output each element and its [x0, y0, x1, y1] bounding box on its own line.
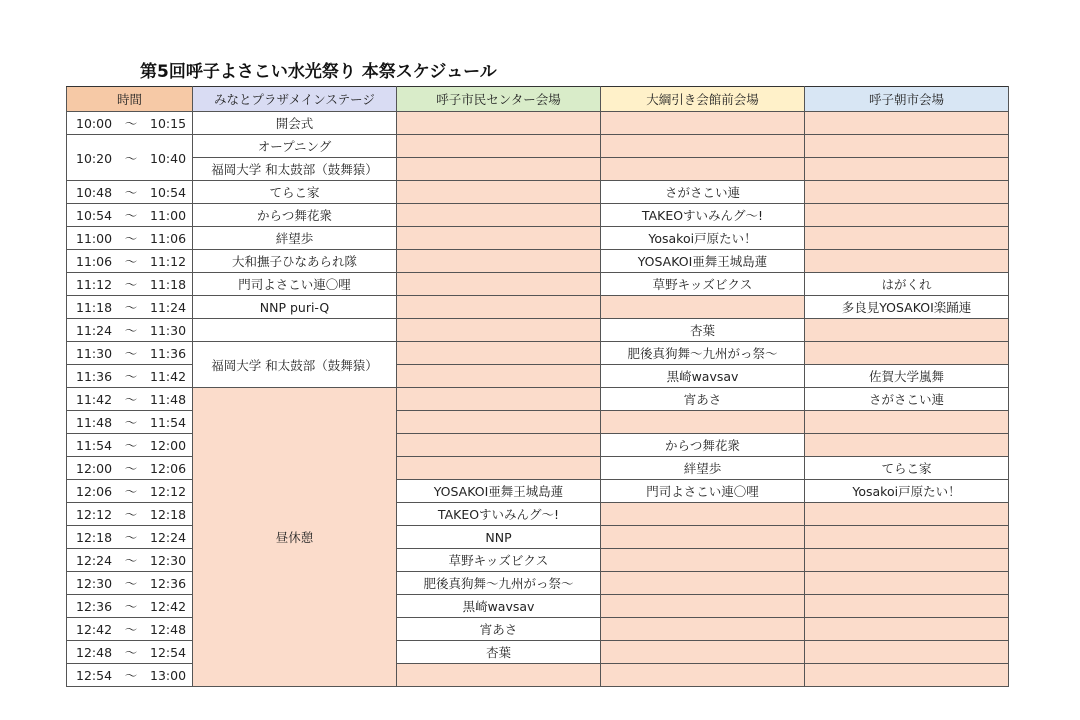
- table-row: [67, 250, 1009, 273]
- time-cell: [67, 434, 193, 457]
- time-start: 11:18: [76, 300, 113, 315]
- slot-civic-center: [397, 296, 601, 319]
- time-start: 11:54: [76, 438, 113, 453]
- time-cell: [67, 526, 193, 549]
- time-cell: [67, 342, 193, 365]
- schedule-table: [66, 86, 1009, 687]
- slot-tsunahiki-hall: 杏葉: [601, 319, 805, 342]
- time-separator: ～: [124, 392, 138, 407]
- time-start: 10:54: [76, 208, 113, 223]
- slot-civic-center: [397, 342, 601, 365]
- slot-civic-center: 杏葉: [397, 641, 601, 664]
- slot-tsunahiki-hall: TAKEOすいみんグ～!: [601, 204, 805, 227]
- slot-minato-plaza: てらこ家: [193, 181, 397, 204]
- slot-civic-center: [397, 319, 601, 342]
- time-start: 11:12: [76, 277, 113, 292]
- slot-minato-plaza: NNP puri-Q: [193, 296, 397, 319]
- time-end: 11:30: [150, 323, 187, 338]
- slot-morning-market: はがくれ: [805, 273, 1009, 296]
- time-separator: ～: [124, 323, 138, 338]
- slot-tsunahiki-hall: [601, 158, 805, 181]
- time-separator: ～: [124, 668, 138, 683]
- time-end: 11:36: [150, 346, 187, 361]
- time-cell: [67, 595, 193, 618]
- slot-morning-market: [805, 227, 1009, 250]
- time-end: 12:18: [150, 507, 187, 522]
- time-end: 12:42: [150, 599, 187, 614]
- time-separator: ～: [124, 231, 138, 246]
- slot-civic-center: [397, 204, 601, 227]
- time-start: 11:24: [76, 323, 113, 338]
- table-row: [67, 319, 1009, 342]
- header-morning-market: 呼子朝市会場: [805, 87, 1009, 112]
- table-row: [67, 342, 1009, 365]
- schedule-body: [67, 112, 1009, 687]
- slot-tsunahiki-hall: [601, 112, 805, 135]
- slot-tsunahiki-hall: 絆望歩: [601, 457, 805, 480]
- slot-civic-center: 肥後真狗舞～九州がっ祭～: [397, 572, 601, 595]
- slot-civic-center: NNP: [397, 526, 601, 549]
- time-start: 11:06: [76, 254, 113, 269]
- time-separator: ～: [124, 116, 138, 131]
- slot-civic-center: [397, 158, 601, 181]
- time-cell: [67, 664, 193, 687]
- time-end: 12:24: [150, 530, 187, 545]
- time-start: 11:42: [76, 392, 113, 407]
- time-separator: ～: [124, 185, 138, 200]
- slot-morning-market: [805, 595, 1009, 618]
- slot-minato-plaza: 門司よさこい連〇哩: [193, 273, 397, 296]
- time-cell: [67, 181, 193, 204]
- slot-morning-market: 多良見YOSAKOI楽踊連: [805, 296, 1009, 319]
- slot-civic-center: TAKEOすいみんグ～!: [397, 503, 601, 526]
- time-separator: ～: [124, 553, 138, 568]
- header-minato-plaza: みなとプラザメインステージ: [193, 87, 397, 112]
- time-separator: ～: [124, 150, 138, 166]
- slot-tsunahiki-hall: 門司よさこい連〇哩: [601, 480, 805, 503]
- slot-morning-market: [805, 342, 1009, 365]
- time-end: 11:12: [150, 254, 187, 269]
- time-cell: [67, 112, 193, 135]
- time-end: 10:40: [150, 150, 187, 166]
- time-start: 10:00: [76, 116, 113, 131]
- table-row: [67, 227, 1009, 250]
- time-separator: ～: [124, 599, 138, 614]
- time-cell: [67, 457, 193, 480]
- time-cell: [67, 503, 193, 526]
- slot-morning-market: [805, 664, 1009, 687]
- slot-morning-market: [805, 319, 1009, 342]
- slot-tsunahiki-hall: さがさこい連: [601, 181, 805, 204]
- slot-tsunahiki-hall: [601, 595, 805, 618]
- slot-morning-market: [805, 250, 1009, 273]
- time-start: 12:36: [76, 599, 113, 614]
- time-end: 12:00: [150, 438, 187, 453]
- time-cell: [67, 227, 193, 250]
- time-cell: [67, 618, 193, 641]
- slot-tsunahiki-hall: 宵あさ: [601, 388, 805, 411]
- time-end: 11:48: [150, 392, 187, 407]
- slot-morning-market: [805, 204, 1009, 227]
- slot-tsunahiki-hall: [601, 135, 805, 158]
- slot-morning-market: [805, 434, 1009, 457]
- time-separator: ～: [124, 507, 138, 522]
- time-separator: ～: [124, 438, 138, 453]
- time-cell: [67, 480, 193, 503]
- table-row: [67, 273, 1009, 296]
- slot-minato-plaza: からつ舞花衆: [193, 204, 397, 227]
- slot-morning-market: [805, 641, 1009, 664]
- time-start: 12:06: [76, 484, 113, 499]
- slot-civic-center: [397, 457, 601, 480]
- table-row: [67, 204, 1009, 227]
- table-row: [67, 158, 1009, 181]
- slot-morning-market: てらこ家: [805, 457, 1009, 480]
- slot-minato-plaza: [193, 319, 397, 342]
- time-cell: [67, 549, 193, 572]
- time-separator: ～: [124, 622, 138, 637]
- time-end: 12:54: [150, 645, 187, 660]
- time-start: 11:30: [76, 346, 113, 361]
- time-end: 10:54: [150, 185, 187, 200]
- time-start: 12:48: [76, 645, 113, 660]
- time-start: 12:54: [76, 668, 113, 683]
- time-separator: ～: [124, 484, 138, 499]
- header-tsunahiki-hall: 大綱引き会館前会場: [601, 87, 805, 112]
- time-end: 13:00: [150, 668, 187, 683]
- slot-morning-market: Yosakoi戸原たい！: [805, 480, 1009, 503]
- time-end: 12:06: [150, 461, 187, 476]
- time-cell: [67, 365, 193, 388]
- time-cell: [67, 250, 193, 273]
- time-end: 12:48: [150, 622, 187, 637]
- slot-morning-market: [805, 181, 1009, 204]
- slot-morning-market: [805, 135, 1009, 158]
- time-separator: ～: [124, 530, 138, 545]
- header-time: 時間: [67, 87, 193, 112]
- slot-civic-center: [397, 135, 601, 158]
- table-row: [67, 112, 1009, 135]
- slot-morning-market: [805, 549, 1009, 572]
- slot-tsunahiki-hall: [601, 618, 805, 641]
- time-start: 12:12: [76, 507, 113, 522]
- slot-civic-center: [397, 273, 601, 296]
- time-end: 12:30: [150, 553, 187, 568]
- time-separator: ～: [124, 645, 138, 660]
- slot-tsunahiki-hall: Yosakoi戸原たい！: [601, 227, 805, 250]
- time-cell: [67, 411, 193, 434]
- slot-tsunahiki-hall: [601, 664, 805, 687]
- slot-morning-market: [805, 526, 1009, 549]
- slot-civic-center: 宵あさ: [397, 618, 601, 641]
- slot-tsunahiki-hall: [601, 503, 805, 526]
- time-cell: [67, 319, 193, 342]
- time-end: 11:54: [150, 415, 187, 430]
- time-start: 12:00: [76, 461, 113, 476]
- slot-tsunahiki-hall: からつ舞花衆: [601, 434, 805, 457]
- time-separator: ～: [124, 300, 138, 315]
- time-cell: [67, 135, 193, 181]
- time-separator: ～: [124, 461, 138, 476]
- time-end: 12:12: [150, 484, 187, 499]
- time-cell: [67, 296, 193, 319]
- time-start: 12:24: [76, 553, 113, 568]
- slot-tsunahiki-hall: [601, 296, 805, 319]
- time-separator: ～: [124, 346, 138, 361]
- table-row: [67, 296, 1009, 319]
- time-separator: ～: [124, 208, 138, 223]
- slot-morning-market: [805, 411, 1009, 434]
- slot-minato-plaza: 昼休憩: [193, 388, 397, 687]
- time-separator: ～: [124, 254, 138, 269]
- table-row: [67, 135, 1009, 158]
- time-start: 11:36: [76, 369, 113, 384]
- slot-civic-center: 黒崎wavsav: [397, 595, 601, 618]
- slot-civic-center: [397, 112, 601, 135]
- time-start: 12:30: [76, 576, 113, 591]
- time-cell: [67, 273, 193, 296]
- slot-tsunahiki-hall: 黒崎wavsav: [601, 365, 805, 388]
- table-row: [67, 388, 1009, 411]
- slot-civic-center: [397, 227, 601, 250]
- time-start: 10:48: [76, 185, 113, 200]
- slot-civic-center: [397, 388, 601, 411]
- slot-minato-plaza: 開会式: [193, 112, 397, 135]
- slot-civic-center: [397, 664, 601, 687]
- slot-morning-market: [805, 112, 1009, 135]
- header-row: [67, 87, 1009, 112]
- time-end: 11:06: [150, 231, 187, 246]
- time-start: 11:48: [76, 415, 113, 430]
- slot-civic-center: [397, 434, 601, 457]
- time-cell: [67, 572, 193, 595]
- slot-minato-plaza: 福岡大学 和太鼓部（鼓舞猿）: [193, 342, 397, 388]
- slot-civic-center: [397, 181, 601, 204]
- slot-morning-market: [805, 158, 1009, 181]
- slot-civic-center: 草野キッズビクス: [397, 549, 601, 572]
- slot-tsunahiki-hall: [601, 572, 805, 595]
- time-cell: [67, 204, 193, 227]
- time-end: 10:15: [150, 116, 187, 131]
- slot-minato-plaza: 絆望歩: [193, 227, 397, 250]
- time-end: 11:00: [150, 208, 187, 223]
- time-start: 12:42: [76, 622, 113, 637]
- time-start: 12:18: [76, 530, 113, 545]
- slot-tsunahiki-hall: 肥後真狗舞～九州がっ祭～: [601, 342, 805, 365]
- slot-minato-plaza: オープニング: [193, 135, 397, 158]
- slot-morning-market: 佐賀大学嵐舞: [805, 365, 1009, 388]
- time-start: 10:20: [76, 150, 113, 166]
- page-title: 第5回呼子よさこい水光祭り 本祭スケジュール: [140, 62, 497, 82]
- slot-morning-market: [805, 618, 1009, 641]
- slot-morning-market: さがさこい連: [805, 388, 1009, 411]
- time-start: 11:00: [76, 231, 113, 246]
- slot-tsunahiki-hall: YOSAKOI亜舞王城島蓮: [601, 250, 805, 273]
- time-separator: ～: [124, 576, 138, 591]
- time-end: 11:18: [150, 277, 187, 292]
- time-end: 11:24: [150, 300, 187, 315]
- slot-civic-center: [397, 365, 601, 388]
- time-separator: ～: [124, 277, 138, 292]
- time-end: 12:36: [150, 576, 187, 591]
- slot-tsunahiki-hall: [601, 641, 805, 664]
- slot-minato-plaza: 大和撫子ひなあられ隊: [193, 250, 397, 273]
- slot-civic-center: [397, 250, 601, 273]
- slot-tsunahiki-hall: [601, 549, 805, 572]
- time-cell: [67, 641, 193, 664]
- slot-tsunahiki-hall: [601, 411, 805, 434]
- slot-morning-market: [805, 503, 1009, 526]
- header-civic-center: 呼子市民センター会場: [397, 87, 601, 112]
- table-row: [67, 181, 1009, 204]
- time-cell: [67, 388, 193, 411]
- time-separator: ～: [124, 415, 138, 430]
- slot-minato-plaza: 福岡大学 和太鼓部（鼓舞猿）: [193, 158, 397, 181]
- slot-civic-center: [397, 411, 601, 434]
- slot-morning-market: [805, 572, 1009, 595]
- slot-tsunahiki-hall: [601, 526, 805, 549]
- time-separator: ～: [124, 369, 138, 384]
- time-end: 11:42: [150, 369, 187, 384]
- slot-civic-center: YOSAKOI亜舞王城島蓮: [397, 480, 601, 503]
- slot-tsunahiki-hall: 草野キッズビクス: [601, 273, 805, 296]
